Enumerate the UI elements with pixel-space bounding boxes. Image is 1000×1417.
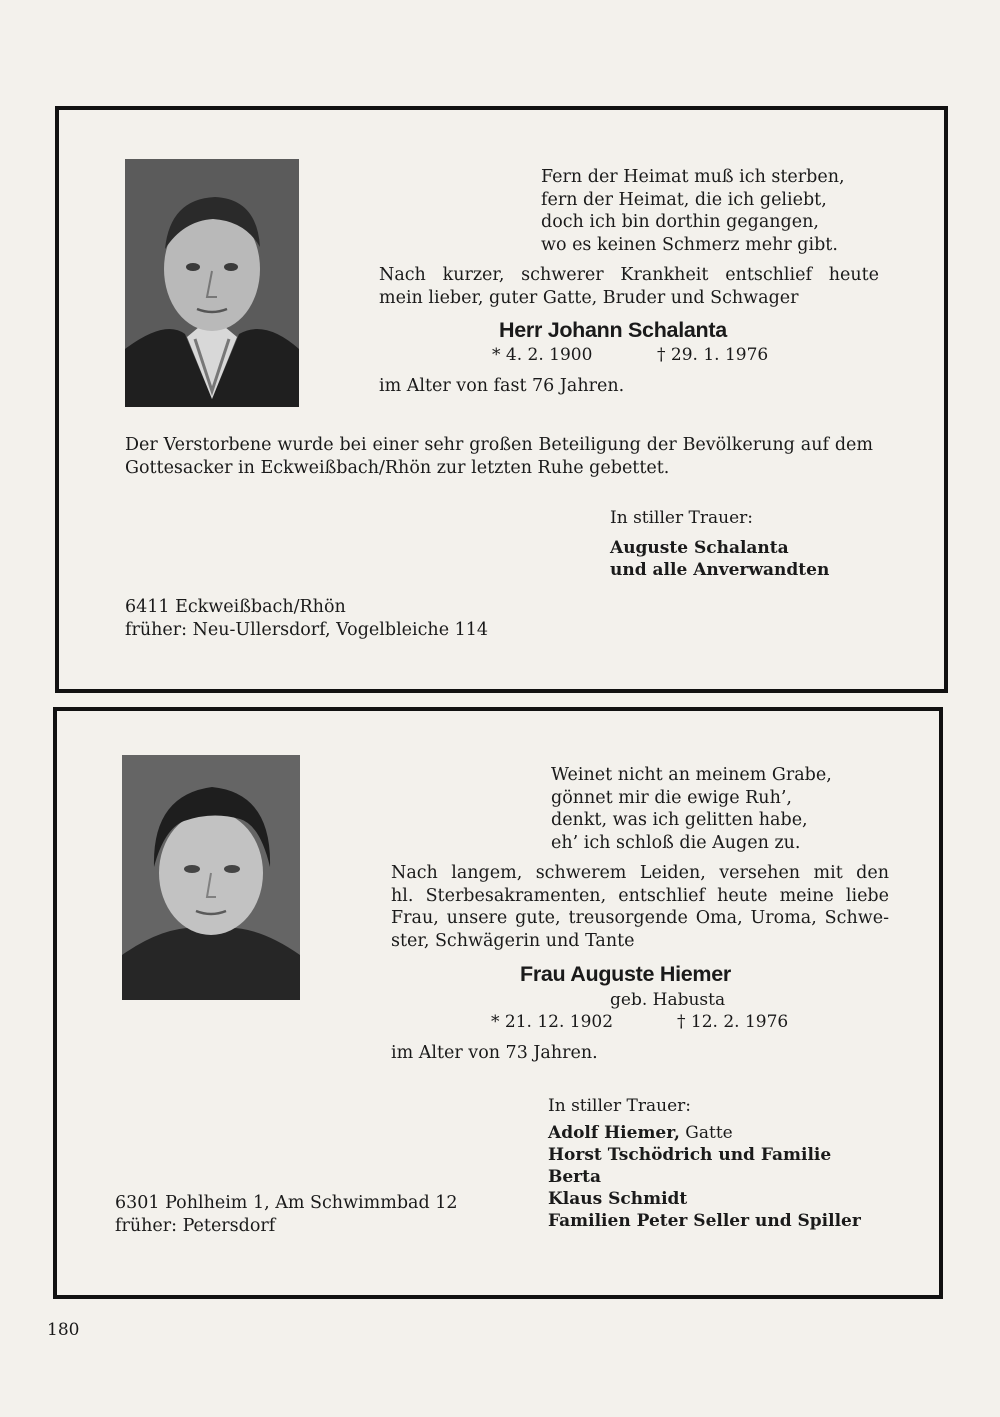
obituary-notice-hiemer bbox=[53, 707, 943, 1299]
birth-date: * 21. 12. 1902 bbox=[491, 1012, 614, 1032]
address-line: früher: Neu-Ullersdorf, Vogelbleiche 114 bbox=[125, 619, 489, 640]
deceased-name: Frau Auguste Hiemer bbox=[520, 962, 731, 986]
burial-line: Gottesacker in Eckweißbach/Rhön zur letzten Ruhe gebettet. bbox=[125, 457, 670, 478]
verse-line: denkt, was ich gelitten habe, bbox=[551, 810, 808, 830]
page-number: 180 bbox=[47, 1320, 80, 1340]
verse bbox=[541, 166, 845, 256]
portrait-woman-illustration bbox=[122, 755, 300, 1000]
portrait-man-illustration bbox=[125, 159, 299, 407]
announcement-line: Nach langem, schwerem Leiden, versehen mit den bbox=[391, 863, 889, 883]
age-text: im Alter von 73 Jahren. bbox=[391, 1043, 598, 1063]
verse-line: wo es keinen Schmerz mehr gibt. bbox=[541, 234, 838, 255]
verse-line: gönnet mir die ewige Ruh’, bbox=[551, 787, 792, 808]
mourner-role: Gatte bbox=[679, 1123, 733, 1143]
death-date: † 12. 2. 1976 bbox=[677, 1012, 789, 1032]
mourner bbox=[548, 1122, 861, 1144]
portrait-photo-man bbox=[125, 159, 299, 407]
portrait-photo-woman bbox=[122, 755, 300, 1000]
announcement-line: hl. Sterbesakramenten, entschlief heute meine liebe bbox=[391, 885, 889, 906]
maiden-name: geb. Habusta bbox=[610, 990, 726, 1010]
announcement-line: ster, Schwägerin und Tante bbox=[391, 930, 635, 951]
verse-line: Fern der Heimat muß ich sterben, bbox=[541, 167, 845, 187]
obituary-notice-schalanta bbox=[55, 106, 948, 693]
verse-line: eh’ ich schloß die Augen zu. bbox=[551, 832, 801, 853]
verse bbox=[551, 764, 832, 854]
announcement-text bbox=[391, 862, 889, 952]
mourners-list bbox=[610, 537, 829, 581]
announcement-line: mein lieber, guter Gatte, Bruder und Schwager bbox=[379, 287, 799, 308]
mourners-list bbox=[548, 1122, 861, 1232]
verse-line: fern der Heimat, die ich geliebt, bbox=[541, 189, 827, 210]
announcement-text bbox=[379, 264, 879, 309]
address-line: 6301 Pohlheim 1, Am Schwimmbad 12 bbox=[115, 1193, 458, 1213]
address-line: 6411 Eckweißbach/Rhön bbox=[125, 597, 346, 617]
mourner-name: Adolf Hiemer, bbox=[548, 1123, 680, 1143]
birth-date: * 4. 2. 1900 bbox=[492, 345, 593, 365]
mourner: Auguste Schalanta bbox=[610, 538, 789, 558]
mourning-label: In stiller Trauer: bbox=[610, 508, 753, 528]
mourner: Berta bbox=[548, 1167, 602, 1187]
address bbox=[115, 1192, 458, 1237]
announcement-line: Nach kurzer, schwerer Krankheit entschlief heute bbox=[379, 265, 879, 285]
death-date: † 29. 1. 1976 bbox=[657, 345, 769, 365]
address-line: früher: Petersdorf bbox=[115, 1215, 276, 1236]
age-text: im Alter von fast 76 Jahren. bbox=[379, 376, 625, 396]
burial-line: Der Verstorbene wurde bei einer sehr großen Beteiligung der Bevölkerung auf dem bbox=[125, 435, 873, 455]
deceased-name: Herr Johann Schalanta bbox=[499, 318, 727, 342]
mourner: Familien Peter Seller und Spiller bbox=[548, 1211, 861, 1231]
mourner: Horst Tschödrich und Familie bbox=[548, 1145, 832, 1165]
mourner: und alle Anverwandten bbox=[610, 560, 830, 580]
verse-line: Weinet nicht an meinem Grabe, bbox=[551, 765, 832, 785]
mourning-label: In stiller Trauer: bbox=[548, 1096, 691, 1116]
address bbox=[125, 596, 488, 641]
verse-line: doch ich bin dorthin gegangen, bbox=[541, 212, 819, 232]
mourner: Klaus Schmidt bbox=[548, 1189, 688, 1209]
burial-text bbox=[125, 434, 873, 479]
announcement-line: Frau, unsere gute, treusorgende Oma, Uroma, Schwe- bbox=[391, 908, 889, 928]
